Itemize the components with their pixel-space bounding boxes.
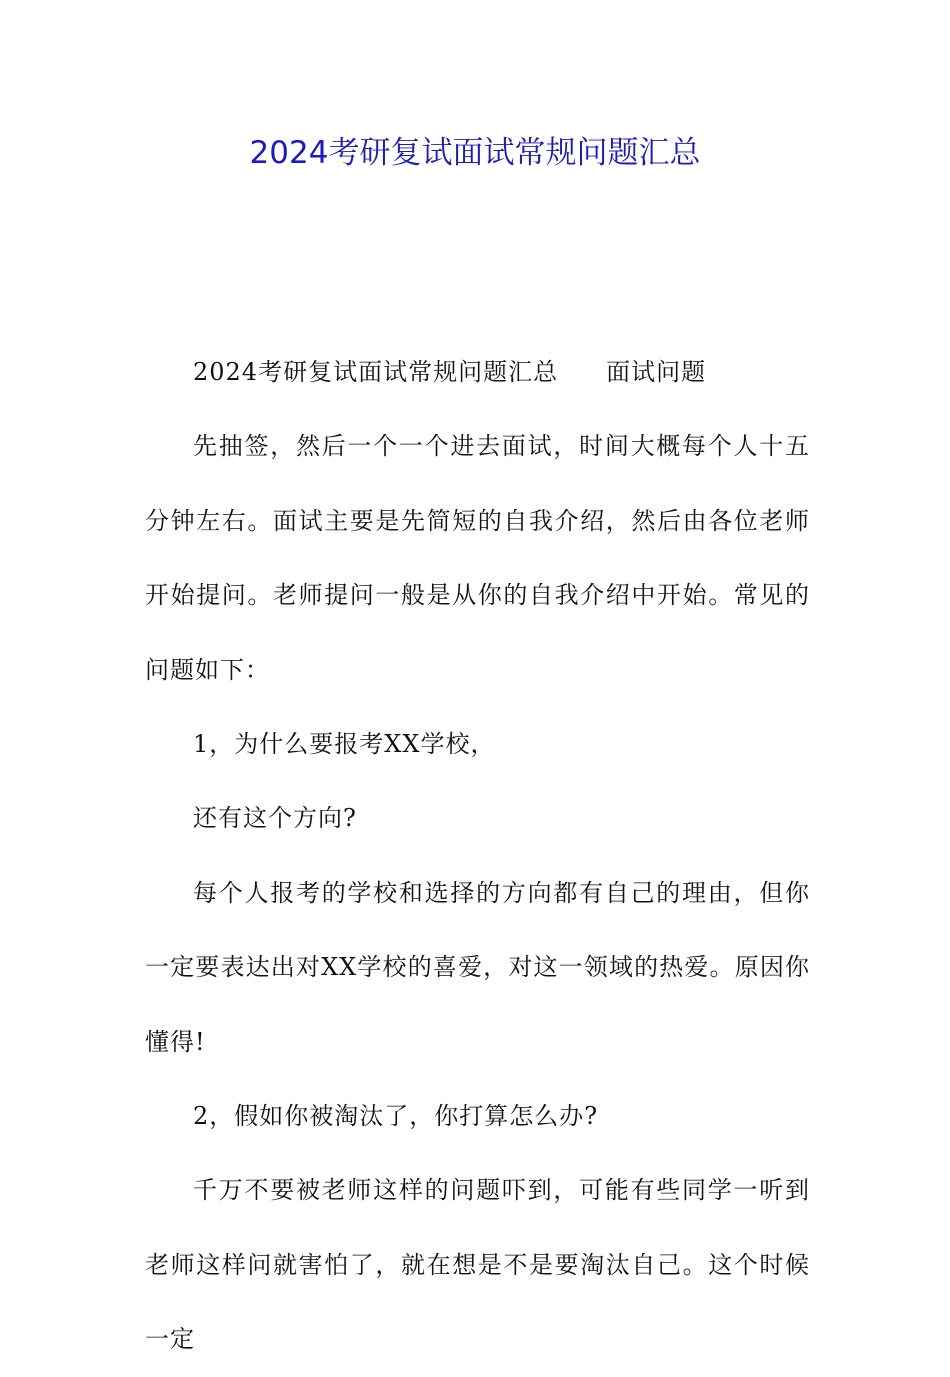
paragraph-answer-1: 每个人报考的学校和选择的方向都有自己的理由，但你一定要表达出对XX学校的喜爱，对这一领域的热爱。原因你懂得! (145, 878, 810, 1056)
paragraph-question-1: 1，为什么要报考XX学校， (193, 730, 496, 759)
paragraph-interview-process: 先抽签，然后一个一个进去面试，时间大概每个人十五分钟左右。面试主要是先简短的自我介绍，然后由各位老师开始提问。老师提问一般是从你的自我介绍中开始。常见的问题如下： (145, 432, 810, 684)
intro-heading-line (145, 335, 810, 409)
document-body (145, 335, 810, 1377)
paragraph-question-1-cont: 还有这个方向? (193, 804, 357, 833)
paragraph-answer-2: 千万不要被老师这样的问题吓到，可能有些同学一听到老师这样问就害怕了，就在想是不是要淘汰自己。这个时候一定 (145, 1176, 810, 1354)
paragraph-question-2: 2，假如你被淘汰了，你打算怎么办? (193, 1102, 599, 1131)
intro-heading-title: 2024考研复试面试常规问题汇总 (193, 358, 559, 386)
intro-heading-section: 面试问题 (606, 358, 707, 386)
document-title: 2024考研复试面试常规问题汇总 (249, 135, 701, 171)
